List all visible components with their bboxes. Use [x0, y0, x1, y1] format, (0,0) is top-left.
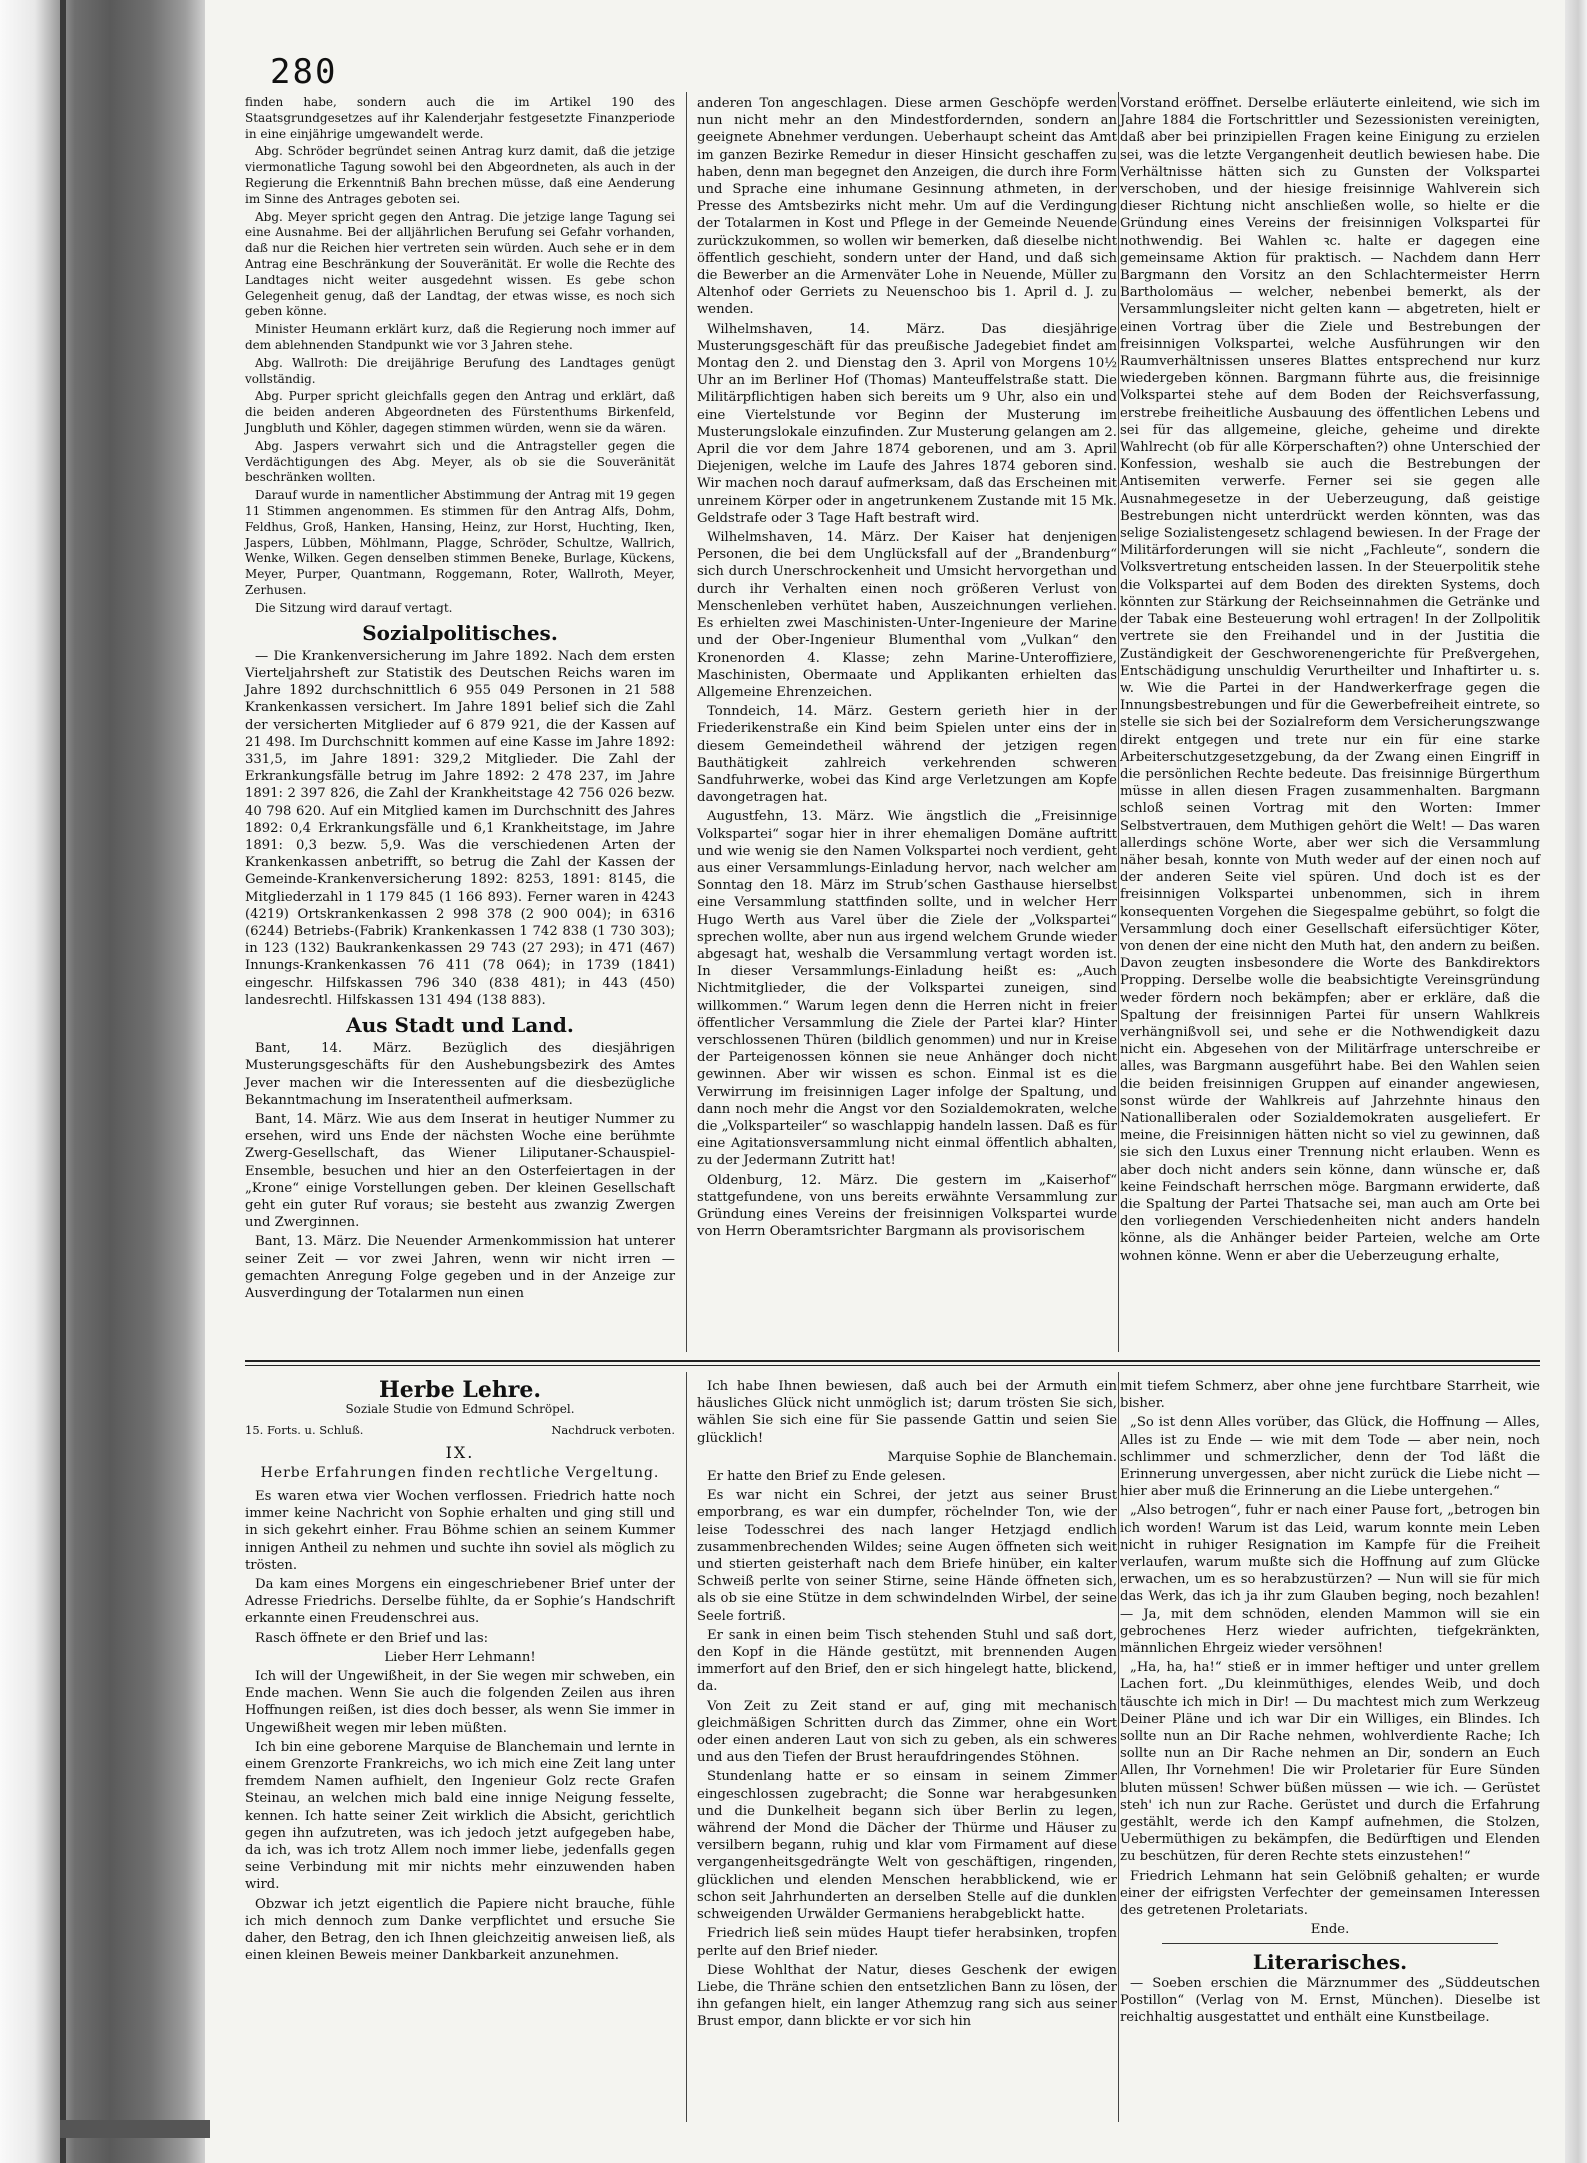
column-rule [1118, 92, 1119, 1352]
paragraph: Tonndeich, 14. März. Gestern gerieth hier in der Friederikenstraße ein Kind beim Spielen unter eins der in diesem Gemeindetheil während der jetzigen regen Bauthätigkeit zahlreich verkehrenden schweren Sandfuhrwerke, wobei das Kind arge Verletzungen am Kopfe davongetragen hat. [697, 704, 1117, 806]
story-installment: 15. Forts. u. Schluß. [245, 1423, 364, 1438]
section-title: Sozialpolitisches. [362, 620, 558, 645]
book-binding [0, 0, 205, 2163]
paragraph: — Soeben erschien die Märznummer des „Süddeutschen Postillon“ (Verlag von M. Ernst, München). Dieselbe ist reichhaltig ausgestattet und enthält eine Kunstbeilage. [1120, 1975, 1540, 2026]
paragraph: Bant, 13. März. Die Neuender Armenkommission hat unterer seiner Zeit — vor zwei Jahren, wenn wir nicht irren — gemachten Anregung Folge gegeben und in der Anzeige zur Ausverdingung der Totalarmen nun einen [245, 1234, 675, 1302]
chapter-number: IX. [445, 1442, 475, 1462]
paragraph: „Ha, ha, ha!“ stieß er in immer heftiger und unter grellem Lachen fort. „Du kleinmüthiges, elendes Weib, und doch täuschte ich mich in Dir! — Du machtest mich zum Werkzeug Deiner Pläne und ich war Dir ein Williges, ein Blindes. Ich sollte nun an Dir Rache nehmen, wohlverdiente Rache; Ich sollte nun an Dir Rache nehmen an Dir, sondern an Euch Allen, Ihr Vornehmen! Die wir Proletarier für Eure Sünden bluten müssen! Schwer büßen müssen — wie ich. — Gerüstet steh' ich nun zur Rache. Gerüstet und durch die Erfahrung gestählt, werde ich den Kampf aufnehmen, die Stolzen, Uebermüthigen zu bekämpfen, die Bedürftigen und Elenden zu beschützen, für deren Rechte stets einzustehen!“ [1120, 1660, 1540, 1865]
paragraph: Ich will der Ungewißheit, in der Sie wegen mir schweben, ein Ende machen. Wenn Sie auch die folgenden Zeilen aus ihren Hoffnungen reißen, ist dies doch besser, als wenn Sie immer in Ungewißheit wegen mir leben müßten. [245, 1669, 675, 1736]
column-rule [686, 1372, 687, 2122]
chapter-title: Herbe Erfahrungen finden rechtliche Vergeltung. [260, 1464, 660, 1481]
paragraph: Wilhelmshaven, 14. März. Der Kaiser hat denjenigen Personen, die bei dem Unglücksfall auf der „Brandenburg“ sich durch Unerschrockenheit und Umsicht hervorgethan und durch ihr Verhalten einen noch größeren Verlust von Menschenleben verhütet haben, Auszeichnungen verliehen. Es erhielten zwei Maschinisten-Unter-Ingenieure der Marine und der Ober-Ingenieur Blumenthal vom „Vulkan“ den Kronenorden 4. Klasse; zehn Marine-Unteroffiziere, Maschinisten, Obermaate und Applikanten erhielten das Allgemeine Ehrenzeichen. [697, 530, 1117, 700]
page-number: 280 [270, 52, 338, 92]
paragraph: Vorstand eröffnet. Derselbe erläuterte einleitend, wie sich im Jahre 1884 die Fortschrittler und Sezessionisten vereinigten, daß aber bei prinzipiellen Fragen keine Einigung zu erzielen sei, was die letzte Vergangenheit deutlich bewiesen habe. Die Verhältnisse hätten sich zu Gunsten der Volkspartei verschoben, und der hiesige freisinnige Wahlverein sich dieser Richtung nicht anschließen wolle, so hielte er die Gründung eines Vereins der freisinnigen Volkspartei für nothwendig. Bei Wahlen ꝛc. halte er dagegen eine gemeinsame Aktion für praktisch. — Nachdem dann Herr Bargmann den Vorsitz an den Schlachtermeister Herrn Bartholomäus — welcher, nebenbei bemerkt, als der Versammlungsleiter nicht gelten kann — abgetreten, hielt er einen Vortrag über die Ziele und Bestrebungen der freisinnigen Volkspartei, welche Ausführungen wir den Raumverhältnissen unseres Blattes entsprechend nur kurz wiedergeben können. Bargmann führte aus, die freisinnige Volkspartei stehe auf dem Boden der Reichsverfassung, erstrebe freiheitliche Ausbauung des öffentlichen Lebens und sei für das allgemeine, gleiche, geheime und direkte Wahlrecht (ob für alle Körperschaften?) ohne Unterschied der Konfession, weshalb sie auch die Bestrebungen der Antisemiten verwerfe. Ferner sei sie gegen alle Ausnahmegesetze in der Ueberzeugung, daß geistige Bestrebungen nicht unterdrückt werden könnten, was das selige Sozialistengesetz schlagend bewiesen. In der Frage der Militärforderungen will sie nicht „Fachleute“, sondern die Volksvertretung entscheiden lassen. In der Steuerpolitik stehe die Volkspartei auf dem Boden des direkten Systems, doch könnten zur Stärkung der Reichseinnahmen die Getränke und der Tabak eine Besteuerung wohl ertragen! In der Zollpolitik vertrete sie den Freihandel und in der Justitia die Zuständigkeit der Geschworenengerichte für Preßvergehen, Entschädigung unschuldig Verurtheilter und Inhaftirter u. s. w. Wie die Partei in der Handwerkerfrage gegen die Innungsbestrebungen und für die Gewerbefreiheit eintrete, so stelle sie sich bei der Sozialreform dem Versicherungszwange direkt entgegen und trete nur ein für eine starke Arbeiterschutzgesetzgebung, da der Zwang einen Eingriff in die persönlichen Rechte bedeute. Das freisinnige Bürgerthum müsse in allen diesen Fragen zusammenhalten. Bargmann schloß seinen Vortrag mit den Worten: Immer Selbstvertrauen, dem Muthigen gehört die Welt! — Das waren allerdings schöne Worte, aber wer sich die Versammlung näher besah, konnte von Muth weder auf der einen noch auf der anderen Seite viel spüren. Und doch ist es der freisinnigen Volkspartei unbenommen, sich in ihrem konsequenten Vorgehen die Siegespalme gebührt, so folgt die Versammlung doch einer Gesellschaft eifersüchtiger Köter, von denen der eine nicht den Muth hat, den andern zu beißen. Davon zeugten insbesondere die Worte des Bankdirektors Propping. Derselbe wolle die beabsichtigte Vereinsgründung weder fördern noch bekämpfen; aber er erkläre, daß die Spaltung der freisinnigen Partei für unsern Wahlkreis verhängnißvoll sei, und sehe er die Nothwendigkeit dazu nicht ein. Abgesehen von der Militärfrage unterschreibe er alles, was Bargmann ausgeführt habe. Bei den Wahlen seien die beiden freisinnigen Gruppen auf einander angewiesen, sonst würde der Wahlkreis auf Jahrzehnte hinaus den Nationalliberalen oder Sozialdemokraten ausgeliefert. Er meine, die Freisinnigen hätten nicht so viel zu gewinnen, daß sie sich den Luxus einer Trennung nicht erlauben. Wenn es aber doch nicht anders sein könne, dann wünsche er, daß keine Feindschaft herrschen möge. Bargmann erwiderte, daß die Spaltung der Partei Thatsache sei, man auch am Orte bei den vorliegenden Verschiedenheiten nicht anders handeln könne, als die Anhänger beider Parteien, welche am Orte wohnen könne. Wenn er aber die Ueberzeugung erhalte, [1120, 96, 1540, 1264]
story-column-3 [1120, 1378, 1540, 2028]
paragraph: Bant, 14. März. Bezüglich des diesjährigen Musterungsgeschäfts für den Aushebungsbezirk des Amtes Jever machen wir die Interessenten auf die diesbezügliche Bekanntmachung im Inseratentheil aufmerksam. [245, 1041, 675, 1108]
binding-edge [60, 0, 66, 2163]
column-rule [686, 92, 687, 1352]
paragraph: Abg. Meyer spricht gegen den Antrag. Die jetzige lange Tagung sei eine Ausnahme. Bei der alljährlichen Berufung sei Gefahr vorhanden, daß nur die Reichen hier vertreten sein würden. Auch sehe er in dem Antrag eine Beschränkung der Souveränität. Er wolle die Rechte des Landtages nicht weiter ausgedehnt wissen. Es gebe schon Gelegenheit genug, daß der Landtag, der etwas wisse, es noch sich geben könne. [245, 209, 675, 319]
paragraph: anderen Ton angeschlagen. Diese armen Geschöpfe werden nun nicht mehr an den Mindestfordernden, sondern an geeignete Abnehmer verdungen. Ueberhaupt scheint das Amt im ganzen Bezirke Remedur in dieser Hinsicht geschaffen zu haben, denn man begegnet den Anzeigen, die durch ihre Form und Sprache eine inhumane Gesinnung athmeten, in der Presse des Amtsbezirks nicht mehr. Um auf die Verdingung der Totalarmen in Kost und Pflege in der Gemeinde Neuende zurückzukommen, so wollen wir bemerken, daß dieselbe nicht öffentlich geschieht, sondern unter der Hand, und daß sich die Bewerber an die Armenväter Lohe in Neuende, Müller zu Altenhof oder Gerriets zu Neuenschoo bis 1. April d. J. zu wenden. [697, 96, 1117, 318]
paragraph: Oldenburg, 12. März. Die gestern im „Kaiserhof“ stattgefundene, von uns bereits erwähnte Versammlung zur Gründung eines Vereins der freisinnigen Volkspartei wurde von Herrn Oberamtsrichter Bargmann als provisorischem [697, 1172, 1117, 1240]
letter-signature: Marquise Sophie de Blanchemain. [887, 1449, 1117, 1465]
section-separator-thin [245, 1365, 1540, 1366]
paragraph: Abg. Schröder begründet seinen Antrag kurz damit, daß die jetzige viermonatliche Tagung sowohl bei den Abgeordneten, als auch in der Regierung die Erkenntniß Bahn brechen müsse, daß eine Aenderung im Sinne des Antrages geboten sei. [245, 144, 675, 206]
column-2 [697, 95, 1117, 1242]
paragraph: Friedrich Lehmann hat sein Gelöbniß gehalten; er wurde einer der eifrigsten Verfechter der gemeinsamen Interessen des getretenen Proletariats. [1120, 1868, 1540, 1919]
paragraph: Abg. Wallroth: Die dreijährige Berufung des Landtages genügt vollständig. [245, 355, 675, 386]
paragraph: Abg. Jaspers verwahrt sich und die Antragsteller gegen die Verdächtigungen des Abg. Meyer, als ob sie die Souveränität beschränken wollten. [245, 438, 675, 485]
paragraph: finden habe, sondern auch die im Artikel 190 des Staatsgrundgesetzes auf ihr Kalenderjahr festgesetzte Finanzperiode in eine einjährige umgewandelt werde. [245, 95, 675, 141]
paragraph: Es waren etwa vier Wochen verflossen. Friedrich hatte noch immer keine Nachricht von Sophie erhalten und ging still und in sich gekehrt einher. Frau Böhme schien an seinem Kummer innigen Antheil zu nehmen und suchte ihn soviel als möglich zu trösten. [245, 1489, 675, 1573]
paragraph: Ich bin eine geborene Marquise de Blanchemain und lernte in einem Grenzorte Frankreichs, wo ich mich eine Zeit lang unter fremdem Namen aufhielt, den Ingenieur Golz recte Grafen Steinau, an welchen mich bald eine innige Neigung fesselte, kennen. Ich hatte seiner Zeit wirklich die Absicht, gerichtlich gegen ihn aufzutreten, was ich jedoch jetzt aufgegeben habe, da ich, was ich trotz Allem noch immer liebe, jedenfalls gegen seine Verbindung mit mir nichts mehr einzuwenden haben wird. [245, 1739, 675, 1893]
page-right-edge [1565, 0, 1587, 2163]
story-meta [245, 1422, 675, 1439]
story-column-1 [245, 1378, 675, 1967]
paragraph: Von Zeit zu Zeit stand er auf, ging mit mechanisch gleichmäßigen Schritten durch das Zimmer, ohne ein Wort oder einen anderen Laut von sich zu geben, als ein schweres und aus den Tiefen der Brust heraufdringendes Stöhnen. [697, 1698, 1117, 1766]
paragraph: „So ist denn Alles vorüber, das Glück, die Hoffnung — Alles, Alles ist zu Ende — wie mit dem Tode — aber nein, noch schlimmer und schmerzlicher, denn der Tod läßt die Erinnerung unvergessen, aber nicht zurück die Liebe nicht — hier aber muß die Erinnerung an die Liebe untergehen.“ [1120, 1415, 1540, 1500]
paragraph: „Also betrogen“, fuhr er nach einer Pause fort, „betrogen bin ich worden! Warum ist das Leid, warum konnte mein Leben nicht in ruhiger Resignation im Kampfe für die Freiheit verlaufen, warum mußte sich die Hoffnung auf zum Glücke erwachen, um es so herabzustürzen? — Nun will sie für mich das Werk, das ich ja ihr zum Glauben beging, noch bezahlen! — Ja, mit dem schnöden, elenden Mammon will sie ein gebrochenes Herz wieder aufrichten, tiefgekränkten, männlichen Ehrgeiz wieder versöhnen! [1120, 1503, 1540, 1657]
column-3 [1120, 95, 1540, 1267]
paragraph: Die Sitzung wird darauf vertagt. [255, 600, 453, 615]
paragraph: Bant, 14. März. Wie aus dem Inserat in heutiger Nummer zu ersehen, wird uns Ende der nächsten Woche eine berühmte Zwerg-Gesellschaft, das Wiener Liliputaner-Schauspiel-Ensemble, besuchen und hier an den Osterfeiertagen in der „Krone“ einige Vorstellungen geben. Der kleinen Gesellschaft geht ein guter Ruf voraus; sie besteht aus zwanzig Zwergen und Zwerginnen. [245, 1111, 675, 1231]
paragraph: Er hatte den Brief zu Ende gelesen. [707, 1469, 946, 1485]
divider [1162, 1943, 1498, 1944]
story-title: Herbe Lehre. [378, 1377, 542, 1403]
paragraph: Stundenlang hatte er so einsam in seinem Zimmer eingeschlossen zugebracht; die Sonne war herabgesunken und die Dunkelheit begann sich über Berlin zu legen, während der Mond die Dächer der Thürme und Häuser zu versilbern begann, ruhig und klar vom Firmament auf diese vergangenheitsgedrängte Welt von geschäftigen, ringenden, glücklichen und elenden Menschen herabblickend, wie er schon seit Jahrhunderten an derselben Stelle auf die dunklen schweigenden Urwälder Germaniens herabgeblickt hatte. [697, 1769, 1117, 1923]
paragraph: Obzwar ich jetzt eigentlich die Papiere nicht brauche, fühle ich mich dennoch zum Danke verpflichtet und ersuche Sie daher, den Betrag, den ich Ihnen gleichzeitig anweisen ließ, als einen kleinen Beweis meiner Dankbarkeit anzunehmen. [245, 1896, 675, 1964]
column-1 [245, 95, 675, 1304]
section-separator [245, 1360, 1540, 1362]
paragraph: Augustfehn, 13. März. Wie ängstlich die „Freisinnige Volkspartei“ sogar hier in ihrer ehemaligen Domäne auftritt und wie wenig sie den Namen Volkspartei noch verdient, geht aus einer Versammlungs-Einladung hervor, nach welcher am Sonntag den 18. März im Strub’schen Gasthause hierselbst eine Versammlung stattfinden sollte, und in welcher Herr Hugo Werth aus Varel über die Ziele der „Volkspartei“ sprechen wollte, aber nun aus irgend welchem Grunde wieder abgesagt hat, weshalb die Versammlung vertagt worden ist. In dieser Versammlungs-Einladung heißt es: „Auch Nichtmitglieder, die der Volkspartei zuneigen, sind willkommen.“ Warum legen denn die Herren nicht in freier öffentlicher Versammlung die Ziele der Partei klar? Hinter verschlossenen Thüren (bildlich genommen) und nur in Kreise der Parteigenossen können sie neue Anhänger doch nicht gewinnen. Aber wir wissen es schon. Einmal ist es die Verwirrung im freisinnigen Lager infolge der Spaltung, und dann noch mehr die Angst vor den Sozialdemokraten, welche die „Volksparteiler“ so waschlappig handeln lassen. Daß es für eine Agitationsversammlung nicht einmal öffentlich abhalten, zu der Jedermann Zutritt hat! [697, 809, 1117, 1169]
paragraph: Es war nicht ein Schrei, der jetzt aus seiner Brust emporbrang, es war ein dumpfer, röchelnder Ton, wie der leise Todesschrei des nach langer Hetzjagd endlich zusammenbrechenden Wildes; seine Augen öffneten sich weit und stierten geisterhaft nach dem Briefe hinüber, ein kalter Schweiß perlte von seiner Stirne, seine Hände öffneten sich, als ob sie eine Stütze in dem schwindelnden Wirbel, der seine Seele fortriß. [697, 1488, 1117, 1624]
binding-bottom [60, 2120, 210, 2138]
letter-salutation: Lieber Herr Lehmann! [384, 1649, 536, 1665]
paragraph: Wilhelmshaven, 14. März. Das diesjährige Musterungsgeschäft für das preußische Jadegebiet findet am Montag den 2. und Dienstag den 3. April von Morgens 10½ Uhr an im Berliner Hof (Thomas) Manteuffelstraße statt. Die Militärpflichtigen haben sich bereits um 9 Uhr, also ein und eine Viertelstunde vor Beginn der Musterung im Musterungslokale einzufinden. Zur Musterung gelangen am 2. April die vor dem Jahre 1874 geborenen, und am 3. April Diejenigen, welche im Laufe des Jahres 1874 geboren sind. Wir machen noch darauf aufmerksam, daß das Erscheinen mit unreinem Körper oder in angetrunkenem Zustande mit 15 Mk. Geldstrafe oder 3 Tage Haft bestraft wird. [697, 321, 1117, 526]
paragraph: Er sank in einen beim Tisch stehenden Stuhl und saß dort, den Kopf in die Hände gestützt, mit brennenden Augen immerfort auf den Brief, den er sich hingelegt hatte, blickend, da. [697, 1627, 1117, 1695]
paragraph: Abg. Purper spricht gleichfalls gegen den Antrag und erklärt, daß die beiden anderen Abgeordneten des Fürstenthums Birkenfeld, Jungbluth und Köhler, dagegen stimmen würden, wenn sie da wären. [245, 389, 675, 435]
paragraph: Minister Heumann erklärt kurz, daß die Regierung noch immer auf dem ablehnenden Standpunkt wie vor 3 Jahren stehe. [245, 322, 675, 352]
section-title: Aus Stadt und Land. [346, 1012, 574, 1037]
section-title: Literarisches. [1252, 1949, 1408, 1974]
paragraph: Ich habe Ihnen bewiesen, daß auch bei der Armuth ein häusliches Glück nicht unmöglich ist; darum trösten Sie sich, wählen Sie sich eine für Sie passende Gattin und seien Sie glücklich! [697, 1379, 1117, 1446]
story-column-2 [697, 1378, 1117, 2033]
paragraph: Diese Wohlthat der Natur, dieses Geschenk der ewigen Liebe, die Thräne schien den entsetzlichen Bann zu lösen, der ihn gefangen hielt, ein langer Athemzug rang sich aus seiner Brust empor, dann blickte er vor sich hin [697, 1962, 1117, 2030]
reprint-notice: Nachdruck verboten. [551, 1423, 675, 1438]
column-rule [1118, 1372, 1119, 2122]
paragraph: mit tiefem Schmerz, aber ohne jene furchtbare Starrheit, wie bisher. [1120, 1379, 1540, 1412]
paragraph: Friedrich ließ sein müdes Haupt tiefer herabsinken, tropfen perlte auf den Brief nieder. [697, 1926, 1117, 1959]
paragraph: Rasch öffnete er den Brief und las: [255, 1630, 489, 1646]
story-subtitle: Soziale Studie von Edmund Schröpel. [345, 1402, 575, 1417]
paragraph: — Die Krankenversicherung im Jahre 1892. Nach dem ersten Vierteljahrsheft zur Statistik des Deutschen Reichs waren im Jahre 1892 durchschnittlich 6 955 049 Personen in 21 588 Krankenkassen versichert. Im Jahre 1891 belief sich die Zahl der versicherten Mitglieder auf 6 879 921, die der Kassen auf 21 498. Im Durchschnitt kommen auf eine Kasse im Jahre 1892: 331,5, im Jahre 1891: 329,2 Mitglieder. Die Zahl der Erkrankungsfälle betrug im Jahre 1892: 2 478 237, im Jahre 1891: 2 397 826, die Zahl der Krankheitstage 42 756 026 bezw. 40 798 620. Auf ein Mitglied kamen im Durchschnitt des Jahres 1892: 0,4 Erkrankungsfälle und 6,1 Krankheitstage, im Jahre 1891: 0,3 bezw. 5,9. Was die verschiedenen Arten der Krankenkassen anbetrifft, so betrug die Zahl der Kassen der Gemeinde-Krankenversicherung 1892: 8253, 1891: 8145, die Mitgliederzahl in 1 179 845 (1 166 893). Ferner waren in 4243 (4219) Ortskrankenkassen 2 998 378 (2 900 004); in 6316 (6244) Betriebs-(Fabrik) Krankenkassen 1 742 838 (1 730 303); in 123 (132) Baukrankenkassen 29 743 (27 293); in 471 (467) Innungs-Krankenkassen 76 411 (78 064); in 1739 (1841) eingeschr. Hilfskassen 796 340 (838 481); in 443 (450) landesrechtl. Hilfskassen 131 494 (138 883). [245, 648, 675, 1008]
story-end: Ende. [1310, 1922, 1350, 1938]
paragraph: Da kam eines Morgens ein eingeschriebener Brief unter der Adresse Friedrichs. Derselbe fühlte, da er Sophie’s Handschrift erkannte einen Freudenschrei aus. [245, 1577, 675, 1627]
paragraph: Darauf wurde in namentlicher Abstimmung der Antrag mit 19 gegen 11 Stimmen angenommen. Es stimmen für den Antrag Alfs, Dohm, Feldhus, Groß, Hanken, Hansing, Heinz, zur Horst, Huchting, Iken, Jaspers, Lübben, Möhlmann, Plagge, Schröder, Schultze, Wallrich, Wenke, Wilken. Gegen denselben stimmen Beneke, Burlage, Kückens, Meyer, Purper, Quantmann, Roggemann, Roter, Wallroth, Meyer, Zerhusen. [245, 488, 675, 597]
